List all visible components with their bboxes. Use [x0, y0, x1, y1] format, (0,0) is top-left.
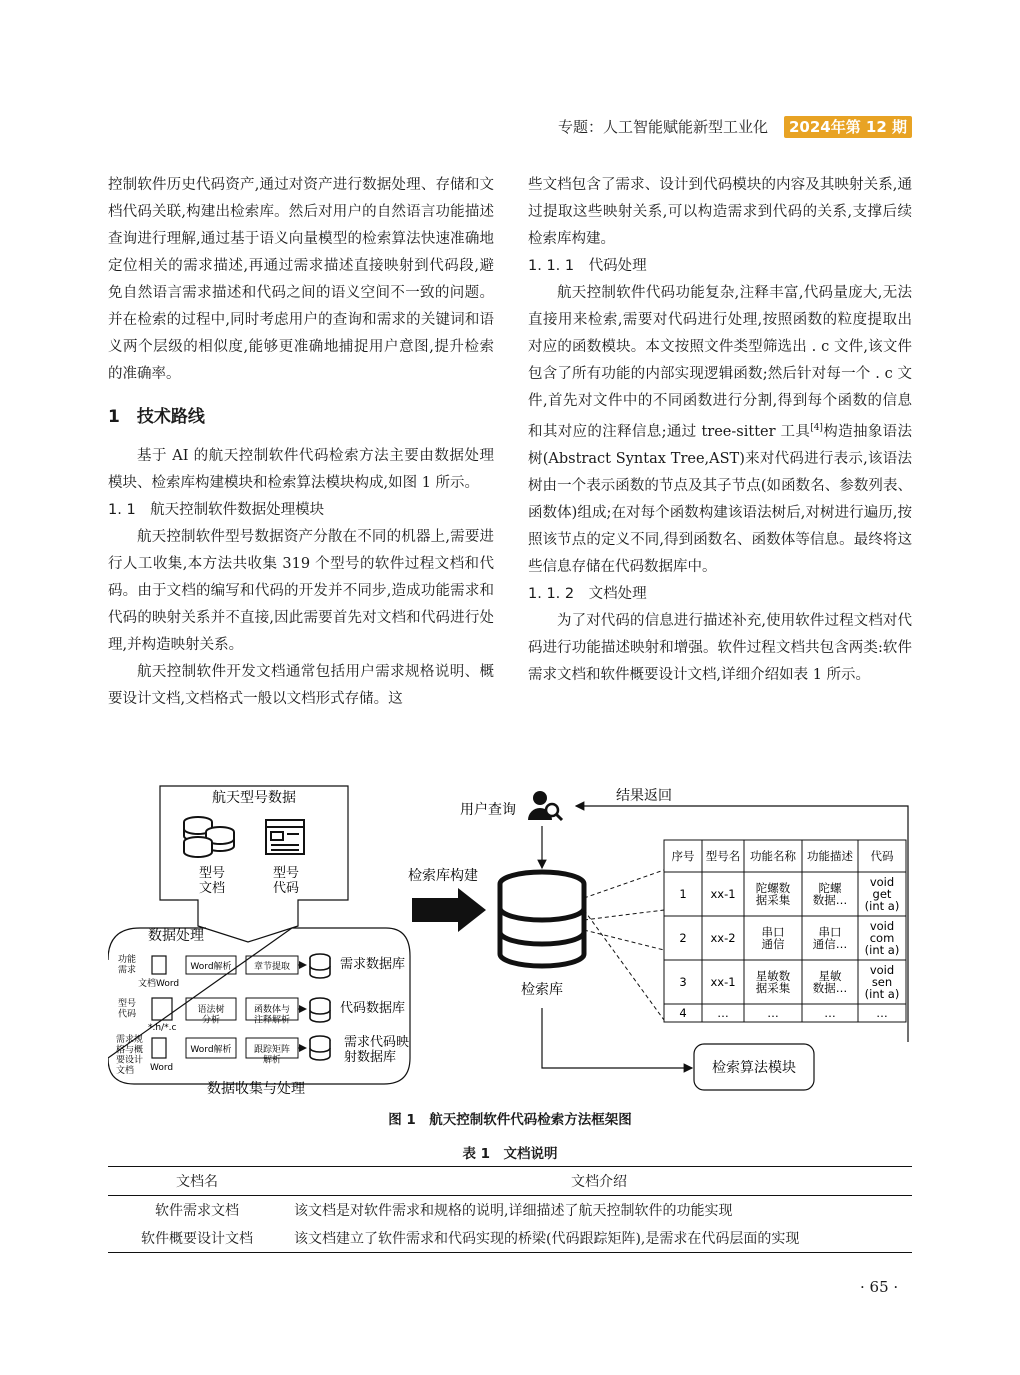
- database-icon: [184, 817, 234, 857]
- data-processing-label: 数据处理: [148, 928, 204, 944]
- code-label: 型号代码: [272, 866, 300, 896]
- fig-table-cell: …: [824, 1006, 836, 1020]
- fig-table-header: 功能名称: [750, 849, 796, 863]
- left-column: [108, 172, 494, 713]
- fig-table-cell: 陀螺数据采集: [755, 881, 791, 907]
- func-parse-label: 函数体与注释解析: [253, 1005, 291, 1026]
- subsection-heading: 1. 1 航天控制软件数据处理模块: [108, 502, 325, 518]
- table-cell: 该文档是对软件需求和规格的说明,详细描述了航天控制软件的功能实现: [294, 1203, 733, 1219]
- build-arrow: [412, 888, 486, 932]
- table-caption: 表 1 文档说明: [462, 1146, 558, 1162]
- doc-file-icon: [152, 1038, 166, 1058]
- row1-left: 功能需求: [118, 955, 137, 976]
- page-number: · 65 ·: [860, 1278, 899, 1296]
- section-heading: 1 技术路线: [108, 407, 205, 427]
- paragraph: 些文档包含了需求、设计到代码模块的内容及其映射关系,通过提取这些映射关系,可以构造需求到代码的关系,支撑后续检索库构建。: [528, 177, 912, 247]
- figure-table: [664, 840, 906, 1022]
- row2-file: *.h/*.c: [148, 1023, 177, 1033]
- table-header: 文档名: [108, 1167, 286, 1196]
- row2-left: 型号代码: [118, 999, 137, 1020]
- paragraph: 控制软件历史代码资产,通过对资产进行数据处理、存储和文档代码关联,构建出检索库。然后对用户的自然语言功能描述查询进行理解,通过基于语义向量模型的检索算法快速准确地定位相关的需求描述,再通过需求描述直接映射到代码段,避免自然语言需求描述和代码之间的语义空间不一致的问题。并在检索的过程中,同时考虑用户的查询和需求的关键词和语义两个层级的相似度,能够更准确地捕捉用户意图,提升检索的准确率。: [108, 177, 494, 382]
- code-db-label: 代码数据库: [340, 1001, 406, 1016]
- fig-table-cell: void sen (int a): [864, 963, 900, 1001]
- fig-table-cell: 1: [679, 887, 687, 901]
- fig-table-cell: void com (int a): [864, 919, 900, 957]
- code-file-icon: [152, 998, 172, 1020]
- paragraph: 基于 AI 的航天控制软件代码检索方法主要由数据处理模块、检索库构建模块和检索算法模块构成,如图 1 所示。: [108, 448, 494, 491]
- paragraph: 航天控制软件代码功能复杂,注释丰富,代码量庞大,无法直接用来检索,需要对代码进行处理,按照函数的粒度提取出对应的函数模块。本文按照文件类型筛选出 . c 文件,该文件包含了所有功能的内部实现逻辑函数;然后针对每一个 . c 文件,首先对文件中的不同函数进行分割,得到每个函数的信息和其对应的注释信息;通过 tree-sitter 工具[4]构造抽象语法树(Abstract Syntax Tree,AST)来对代码进行表示,该语法树由一个表示函数的节点及其子节点(如函数名、参数列表、函数体)组成;在对每个函数构建该语法树后,对树进行遍历,按照该节点的定义不同,得到函数名、函数体等信息。最终将这些信息存储在代码数据库中。: [528, 285, 913, 575]
- result-return-label: 结果返回: [616, 788, 672, 804]
- fig-table-cell: 陀螺数据…: [812, 881, 848, 907]
- citation: [4]: [810, 423, 823, 433]
- algo-module-label: 检索算法模块: [712, 1060, 796, 1076]
- word-parse-label: Word解析: [190, 962, 232, 972]
- database-icon: [310, 1036, 330, 1060]
- doc-table: [108, 1166, 912, 1253]
- fig-table-cell: …: [767, 1006, 779, 1020]
- word-parse-label: Word解析: [190, 1045, 232, 1055]
- fig-table-cell: 串口通信…: [812, 925, 848, 951]
- fig-table-cell: …: [876, 1006, 888, 1020]
- row1-file: 文档Word: [138, 979, 180, 989]
- figure-caption: 图 1 航天控制软件代码检索方法框架图: [388, 1112, 632, 1128]
- header-issue-badge: 2024年第 12 期: [784, 116, 912, 138]
- fig-table-header: 序号: [671, 849, 695, 863]
- fig-table-header: 代码: [870, 849, 894, 863]
- fig-table-cell: 星敏数据采集: [755, 969, 791, 995]
- fig-table-cell: 2: [679, 931, 687, 945]
- paragraph: 航天控制软件型号数据资产分散在不同的机器上,需要进行人工收集,本方法共收集 319 个型号的软件过程文档和代码。由于文档的编写和代码的开发并不同步,造成功能需求和代码的映射关系并不直接,因此需要首先对文档和代码进行处理,并构造映射关系。: [108, 529, 494, 653]
- chapter-extract-label: 章节提取: [253, 962, 291, 972]
- table-cell: 软件需求文档: [155, 1203, 239, 1219]
- paragraph: 航天控制软件开发文档通常包括用户需求规格说明、概要设计文档,文档格式一般以文档形式存储。这: [108, 664, 494, 707]
- table-cell: 软件概要设计文档: [108, 1224, 286, 1253]
- fig-table-cell: 星敏数据…: [812, 969, 848, 995]
- fig-table-cell: xx-1: [710, 975, 736, 989]
- fig-table-cell: 3: [679, 975, 687, 989]
- build-label: 检索库构建: [408, 868, 478, 884]
- table-row: [108, 1196, 912, 1225]
- repository-db-icon: [500, 872, 584, 966]
- link-lines: [584, 870, 664, 1020]
- table-header: 文档介绍: [286, 1167, 912, 1196]
- code-window-icon: [266, 820, 304, 854]
- fig-table-cell: void get (int a): [864, 875, 900, 913]
- trace-matrix-label: 跟踪矩阵解析: [253, 1045, 291, 1066]
- fig-table-cell: xx-1: [710, 887, 736, 901]
- framework-figure: [108, 780, 914, 1100]
- fig-table-cell: 4: [679, 1006, 687, 1020]
- user-query-label: 用户查询: [460, 802, 516, 818]
- row3-file: Word: [150, 1063, 174, 1073]
- fig-table-header: 型号名: [705, 849, 741, 863]
- doc-label: 型号文档: [198, 866, 226, 896]
- req-db-label: 需求数据库: [340, 957, 406, 972]
- table-cell: 该文档建立了软件需求和代码实现的桥梁(代码跟踪矩阵),是需求在代码层面的实现: [286, 1224, 912, 1253]
- database-icon: [310, 954, 330, 978]
- box-title: 航天型号数据: [212, 790, 296, 806]
- subsection-heading: 1. 1. 1 代码处理: [528, 258, 647, 274]
- subsection-heading: 1. 1. 2 文档处理: [528, 585, 647, 602]
- map-db-label: 需求代码映射数据库: [344, 1035, 410, 1065]
- database-icon: [310, 998, 330, 1022]
- table-row: [108, 1224, 912, 1253]
- doc-file-icon: [152, 956, 166, 974]
- row3-left: 需求规格与概要设计文档: [116, 1035, 144, 1077]
- fig-table-cell: …: [717, 1006, 729, 1020]
- fig-table-cell: 串口通信: [761, 925, 785, 951]
- repository-label: 检索库: [521, 982, 563, 998]
- syntax-tree-label: 语法树分析: [197, 1005, 225, 1026]
- fig-table-header: 功能描述: [807, 849, 853, 863]
- user-search-icon: [528, 791, 562, 820]
- header-topic: 专题：人工智能赋能新型工业化: [558, 118, 769, 136]
- paragraph: 为了对代码的信息进行描述补充,使用软件过程文档对代码进行功能描述映射和增强。软件过程文档共包含两类:软件需求文档和软件概要设计文档,详细介绍如表 1 所示。: [528, 612, 912, 683]
- collect-label: 数据收集与处理: [207, 1081, 305, 1097]
- fig-table-cell: xx-2: [710, 931, 736, 945]
- right-column: [528, 172, 912, 689]
